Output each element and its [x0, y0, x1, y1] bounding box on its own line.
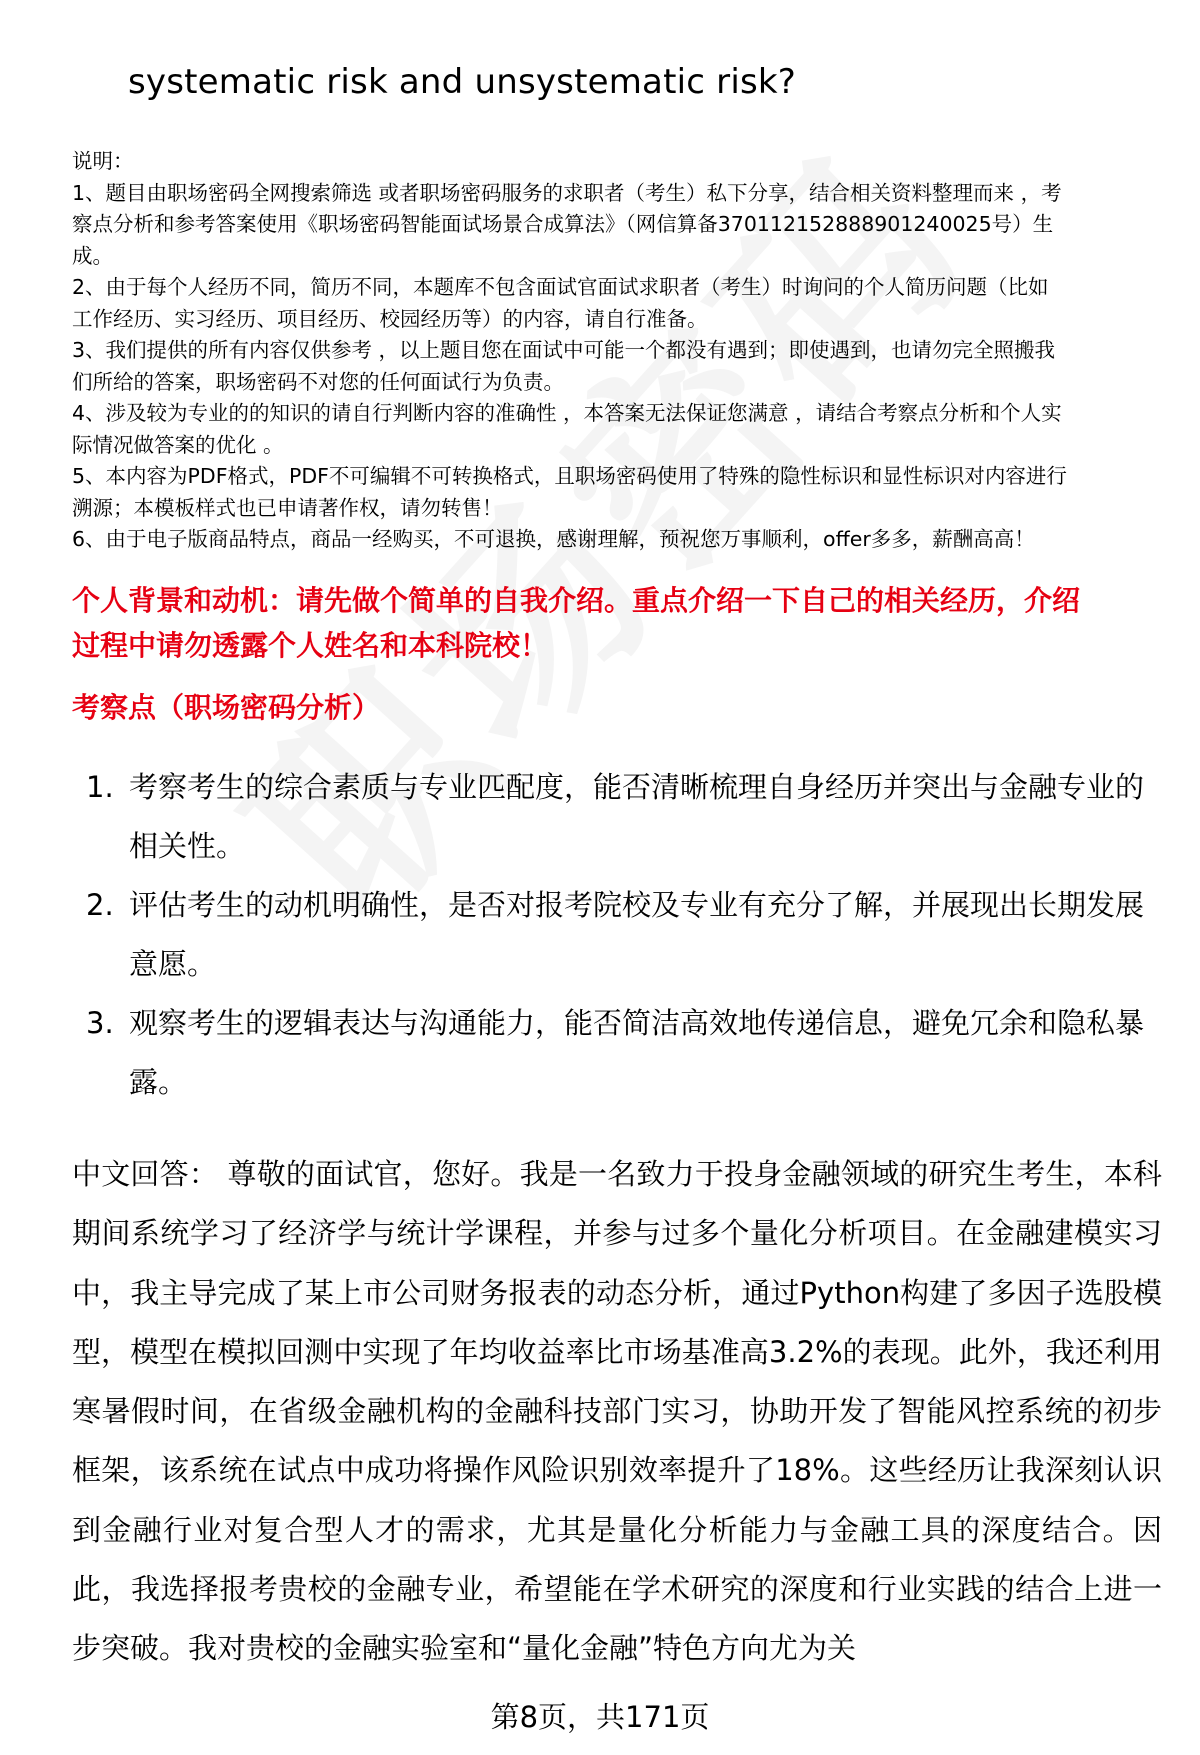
notes-section: [72, 146, 1157, 556]
note-line: 2、由于每个人经历不同，简历不同，本题库不包含面试官面试求职者（考生）时询问的个人简历问题（比如: [72, 275, 1049, 299]
note-line: 4、涉及较为专业的的知识的请自行判断内容的准确性 ，本答案无法保证您满意 ，请结合考察点分析和个人实: [72, 401, 1062, 425]
note-line: 成。: [72, 243, 113, 268]
point-number: 3.: [86, 1006, 114, 1040]
chinese-answer: [72, 1145, 1162, 1679]
point-number: 1.: [86, 770, 114, 804]
point-number: 2.: [86, 888, 114, 922]
analysis-point: [72, 758, 1157, 876]
note-line: 3、我们提供的所有内容仅供参考 ，以上题目您在面试中可能一个都没有遇到；即使遇到，也请勿完全照搬我: [72, 338, 1056, 362]
page-number: 第8页，共171页: [490, 1700, 710, 1734]
analysis-point: [72, 994, 1157, 1112]
note-line: 溯源；本模板样式也已申请著作权，请勿转售！: [72, 495, 503, 520]
note-line: 际情况做答案的优化 。: [72, 432, 284, 457]
point-text: 评估考生的动机明确性，是否对报考院校及专业有充分了解，并展现出长期发展意愿。: [129, 888, 1145, 981]
analysis-points-list: [72, 758, 1157, 1112]
analysis-heading: 考察点（职场密码分析）: [72, 691, 381, 724]
note-line: 6、由于电子版商品特点，商品一经购买，不可退换，感谢理解，预祝您万事顺利，offer多多，薪酬高高！: [72, 527, 1035, 551]
answer-text: 尊敬的面试官，您好。我是一名致力于投身金融领域的研究生考生，本科期间系统学习了经济学与统计学课程，并参与过多个量化分析项目。在金融建模实习中，我主导完成了某上市公司财务报表的动态分析，通过Python构建了多因子选股模型，模型在模拟回测中实现了年均收益率比市场基准高3.2%的表现。此外，我还利用寒暑假时间，在省级金融机构的金融科技部门实习，协助开发了智能风控系统的初步框架，该系统在试点中成功将操作风险识别效率提升了18%。这些经历让我深刻认识到金融行业对复合型人才的需求，尤其是量化分析能力与金融工具的深度结合。因此，我选择报考贵校的金融专业，希望能在学术研究的深度和行业实践的结合上进一步突破。我对贵校的金融实验室和“量化金融”特色方向尤为关: [72, 1157, 1162, 1666]
answer-label: 中文回答：: [72, 1157, 219, 1191]
interview-question-line: 个人背景和动机：请先做个简单的自我介绍。重点介绍一下自己的相关经历，介绍: [72, 584, 1081, 617]
interview-question-line: 过程中请勿透露个人姓名和本科院校！: [72, 629, 549, 662]
note-line: 察点分析和参考答案使用《职场密码智能面试场景合成算法》（网信算备370112152888901240025号）生: [72, 212, 1054, 236]
point-text: 观察考生的逻辑表达与沟通能力，能否简洁高效地传递信息，避免冗余和隐私暴露。: [129, 1006, 1145, 1099]
note-line: 工作经历、实习经历、项目经历、校园经历等）的内容，请自行准备。: [72, 306, 708, 331]
question-tail: systematic risk and unsystematic risk?: [128, 62, 797, 102]
notes-title: 说明：: [72, 149, 134, 173]
point-text: 考察考生的综合素质与专业匹配度，能否清晰梳理自身经历并突出与金融专业的相关性。: [129, 770, 1145, 863]
interview-question: [72, 578, 1157, 668]
analysis-point: [72, 876, 1157, 994]
note-line: 们所给的答案，职场密码不对您的任何面试行为负责。: [72, 369, 564, 394]
note-line: 1、题目由职场密码全网搜索筛选 或者职场密码服务的求职者（考生）私下分享，结合相关资料整理而来 ，考: [72, 180, 1062, 205]
note-line: 5、本内容为PDF格式，PDF不可编辑不可转换格式，且职场密码使用了特殊的隐性标识和显性标识对内容进行: [72, 464, 1067, 488]
